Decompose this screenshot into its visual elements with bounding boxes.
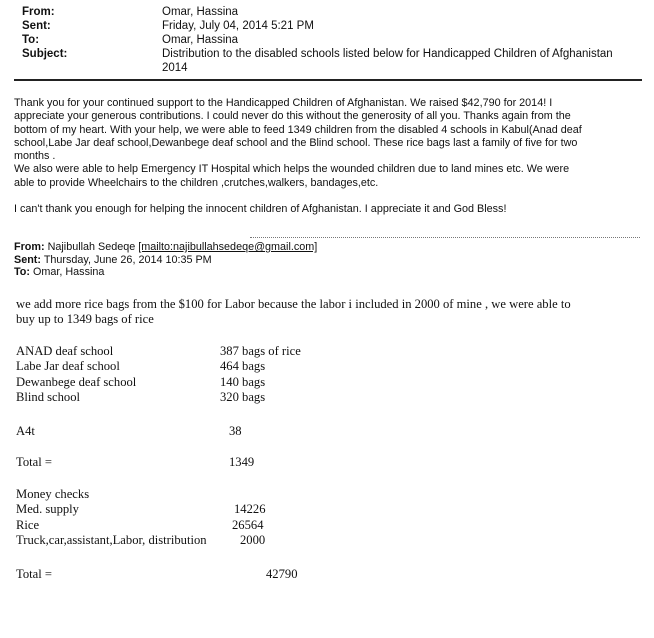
- total-label: Total =: [16, 455, 52, 469]
- money-item-value: 26564: [232, 517, 264, 532]
- table-row: [16, 375, 636, 390]
- subject-line-1: Distribution to the disabled schools listed below for Handicapped Children of Afghanistan: [162, 48, 613, 60]
- table-row: [16, 502, 636, 517]
- header-sent-row: [22, 19, 642, 33]
- a4t-label: A4t: [16, 424, 35, 438]
- table-row: [16, 390, 636, 405]
- total-money-row: [16, 567, 636, 582]
- fwd-to-label: To:: [14, 266, 30, 278]
- fwd-from-name: Najibullah Sedeqe: [47, 241, 136, 253]
- school-name: Labe Jar deaf school: [16, 359, 120, 374]
- fwd-from-label: From:: [14, 241, 45, 253]
- table-row: [16, 533, 636, 548]
- money-item-name: Med. supply: [16, 502, 79, 517]
- message-line: Thank you for your continued support to the Handicapped Children of Afghanistan. We raised $42,790 for 2014! I: [14, 97, 553, 109]
- from-label: From:: [22, 6, 55, 18]
- school-bags: 140 bags: [220, 374, 266, 389]
- school-bags: 387 bags of rice: [220, 344, 301, 358]
- table-row: [16, 518, 636, 533]
- sent-label: Sent:: [22, 20, 51, 32]
- header-from-row: [22, 5, 642, 19]
- table-row: [16, 359, 636, 374]
- message-line: We also were able to help Emergency IT Hospital which helps the wounded children due to land mines etc. We were: [14, 163, 570, 176]
- fwd-sent-row: [14, 254, 640, 267]
- total-bags-value: 1349: [229, 455, 255, 469]
- money-title: Money checks: [16, 487, 90, 501]
- dotted-separator: [250, 237, 640, 238]
- forwarded-header: [14, 241, 640, 279]
- message-line: appreciate your generous contributions. I could never do this without the generosity of all you. Thanks again from the: [14, 110, 571, 123]
- fwd-sent-label: Sent:: [14, 253, 41, 266]
- schools-table: [16, 344, 636, 405]
- message-line: months .: [14, 150, 56, 163]
- to-value: Omar, Hassina: [162, 34, 239, 46]
- table-row: [16, 344, 636, 359]
- to-label: To:: [22, 34, 40, 46]
- money-table: [16, 487, 636, 548]
- subject-line-2: 2014: [162, 62, 188, 74]
- total-money-label: Total =: [16, 567, 52, 581]
- school-bags: 320 bags: [220, 389, 266, 404]
- school-name: ANAD deaf school: [16, 344, 114, 358]
- closing-line: I can't thank you enough for helping the innocent children of Afghanistan. I appreciate it and God Bless!: [14, 203, 507, 216]
- forwarded-body: [16, 297, 646, 327]
- header-subject-row: [22, 47, 642, 75]
- total-bags-row: [16, 455, 636, 470]
- money-item-name: Truck,car,assistant,Labor, distribution: [16, 532, 207, 547]
- fwd-body-line: buy up to 1349 bags of rice: [16, 312, 154, 327]
- message-line: school,Labe Jar deaf school,Dewanbege deaf school and the Blind school. These rice bags last a family of five for two: [14, 136, 578, 149]
- email-header: [22, 5, 642, 75]
- from-value: Omar, Hassina: [162, 6, 239, 18]
- header-divider: [14, 79, 642, 81]
- fwd-body-line: we add more rice bags from the $100 for Labor because the labor i included in 2000 of mine , we were able to: [16, 297, 571, 311]
- school-name: Blind school: [16, 389, 81, 404]
- total-money-value: 42790: [266, 567, 298, 581]
- a4t-row: [16, 424, 636, 439]
- fwd-to-value: Omar, Hassina: [32, 266, 105, 278]
- subject-value: [162, 47, 642, 75]
- sent-value: Friday, July 04, 2014 5:21 PM: [162, 20, 314, 32]
- money-item-value: 2000: [240, 532, 266, 547]
- fwd-from-row: [14, 241, 640, 254]
- school-name: Dewanbege deaf school: [16, 374, 137, 389]
- a4t-value: 38: [229, 424, 242, 438]
- message-line: bottom of my heart. With your help, we were able to feed 1349 children from the disabled 4 schools in Kabul(Anad deaf: [14, 123, 582, 136]
- fwd-to-row: [14, 266, 640, 279]
- header-to-row: [22, 33, 642, 47]
- money-item-name: Rice: [16, 517, 40, 532]
- message-body: [14, 97, 640, 216]
- message-line: able to provide Wheelchairs to the children ,crutches,walkers, bandages,etc.: [14, 176, 379, 189]
- fwd-mailto-link[interactable]: [mailto:najibullahsedeqe@gmail.com]: [138, 241, 318, 253]
- school-bags: 464 bags: [220, 359, 266, 374]
- money-item-value: 14226: [234, 502, 266, 517]
- fwd-sent-value: Thursday, June 26, 2014 10:35 PM: [43, 253, 212, 266]
- subject-label: Subject:: [22, 48, 68, 60]
